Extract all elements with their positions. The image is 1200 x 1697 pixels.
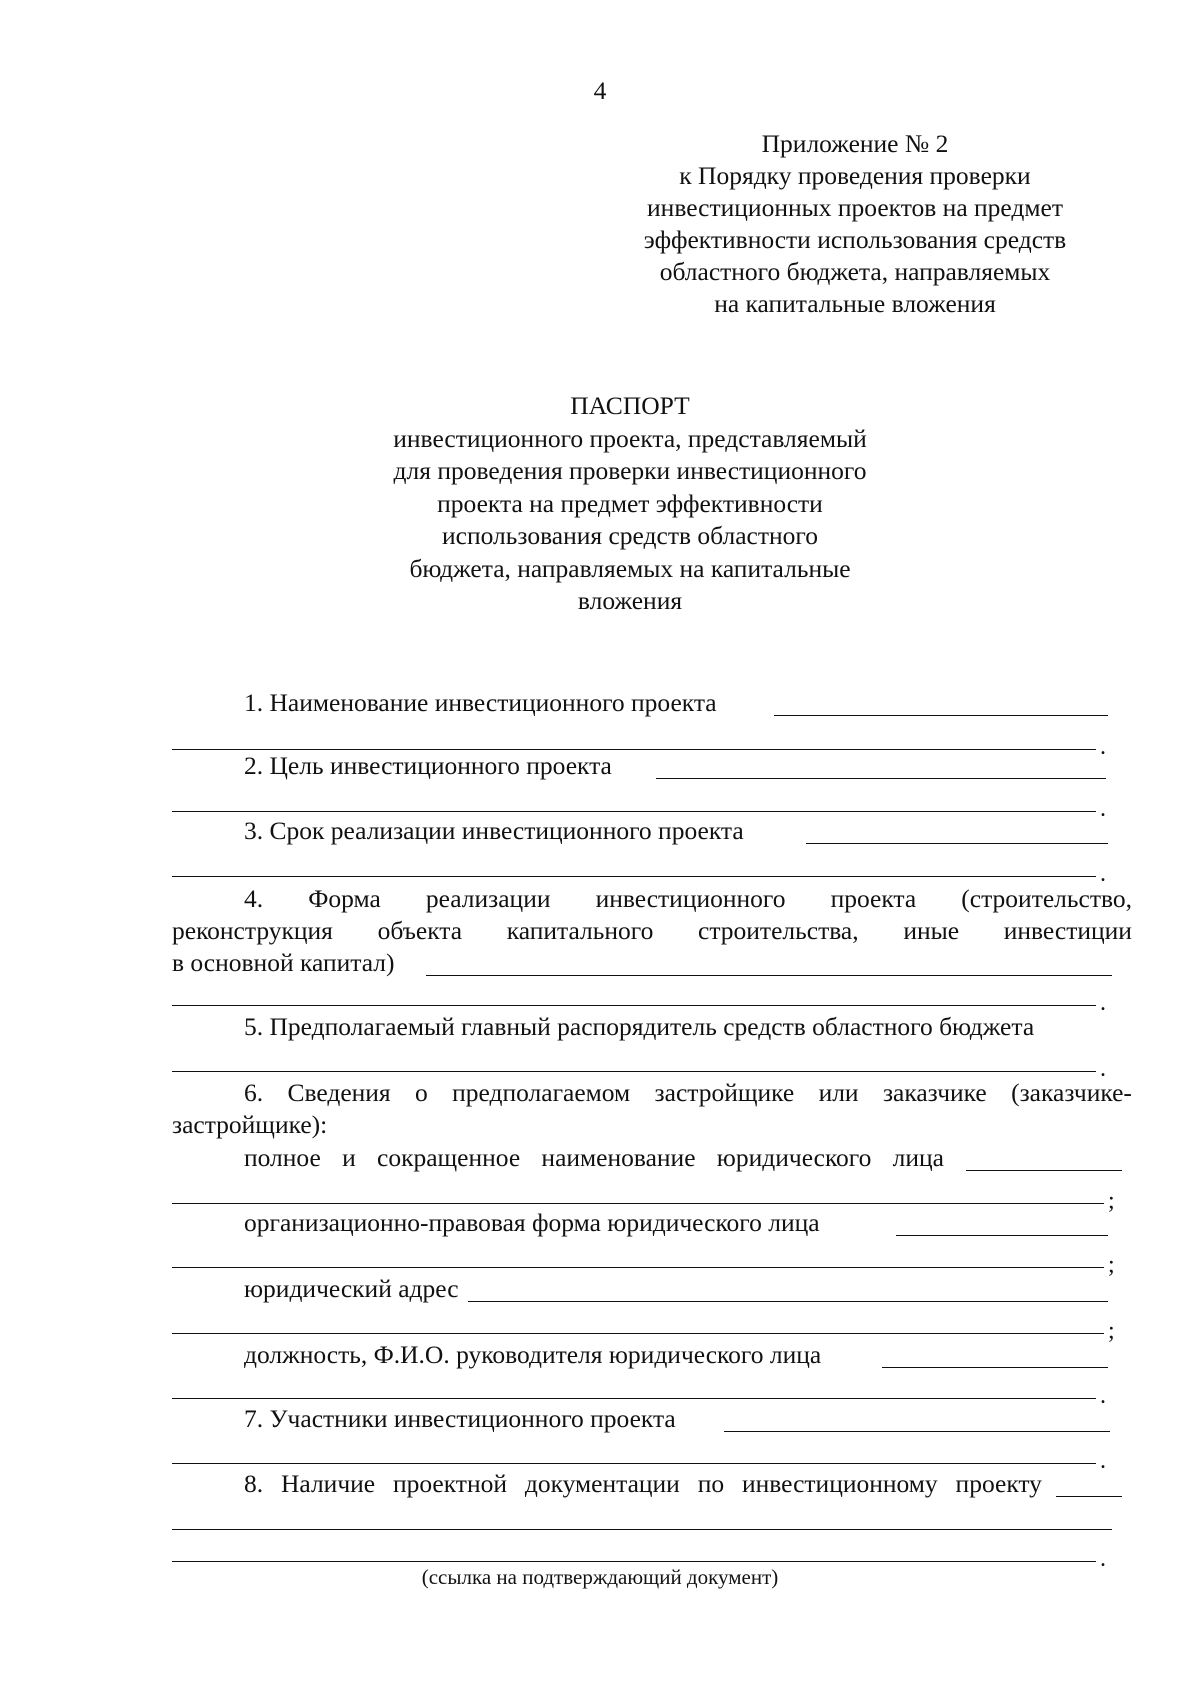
fill-line[interactable] [172,876,1096,877]
end-mark: . [1100,990,1106,1016]
field-project-documentation-line2 [172,1500,1132,1534]
fill-line[interactable] [774,715,1108,716]
fill-line[interactable] [172,1398,1096,1399]
title-line: для проведения проверки инвестиционного [393,456,867,485]
field-label: реконструкция объекта капитального строительства, иные инвестиции [172,916,1132,945]
fill-line[interactable] [172,1267,1104,1268]
end-mark: . [1100,861,1106,887]
fill-line[interactable] [468,1301,1108,1302]
field-budget-manager [172,1010,1132,1044]
field-label: 2. Цель инвестиционного проекта [244,751,612,780]
field-legal-address-continued [172,1304,1132,1344]
field-label: 3. Срок реализации инвестиционного проекта [244,816,744,845]
field-developer-info [172,1076,1132,1110]
fill-line[interactable] [656,778,1106,779]
field-project-name [172,686,1132,720]
title-line: вложения [577,586,683,615]
field-project-documentation [172,1467,1132,1501]
field-implementation-form [172,882,1132,916]
field-legal-form-continued [172,1238,1132,1278]
field-project-goal [172,749,1132,783]
footnote-caption: (ссылка на подтверждающий документ) [421,1565,779,1589]
field-budget-manager-continued [172,1042,1132,1082]
fill-line[interactable] [896,1235,1108,1236]
field-implementation-form-line2 [172,914,1132,948]
field-participants [172,1402,1132,1436]
title-line: инвестиционного проекта, представляемый [393,423,867,453]
field-label: юридический адрес [244,1274,459,1303]
field-label: полное и сокращенное наименование юридического лица [244,1143,944,1172]
fill-line[interactable] [1056,1496,1122,1497]
field-project-goal-continued [172,782,1132,822]
end-mark: ; [1108,1252,1115,1278]
field-legal-address [172,1272,1132,1306]
end-mark: ; [1108,1188,1115,1214]
end-mark: ; [1108,1318,1115,1344]
field-label: застройщике): [172,1110,328,1139]
fill-line[interactable] [882,1367,1108,1368]
field-label: 6. Сведения о предполагаемом застройщике или заказчике (заказчике- [244,1078,1132,1107]
field-legal-entity-name-continued [172,1174,1132,1214]
appendix-line: на капитальные вложения [714,289,996,318]
end-mark: . [1100,796,1106,822]
field-label: 8. Наличие проектной документации по инвестиционному проекту [244,1469,1042,1498]
field-project-documentation-line3 [172,1532,1132,1572]
field-label: 1. Наименование инвестиционного проекта [244,688,717,717]
appendix-line: инвестиционных проектов на предмет [647,193,1063,222]
appendix-line: областного бюджета, направляемых [659,257,1051,286]
fill-line[interactable] [172,1005,1096,1006]
end-mark: . [1100,1448,1106,1474]
title-line: использования средств областного [442,521,818,550]
field-implementation-form-continued [172,976,1132,1016]
field-project-term-continued [172,847,1132,887]
field-project-term [172,814,1132,848]
field-head-of-entity [172,1338,1132,1372]
end-mark: . [1100,1383,1106,1409]
field-head-of-entity-continued [172,1369,1132,1409]
end-mark: . [1100,734,1106,760]
appendix-line: эффективности использования средств [643,225,1067,254]
field-label: 4. Форма реализации инвестиционного проекта (строительство, [244,884,1132,913]
end-mark: . [1100,1056,1106,1082]
fill-line[interactable] [172,1071,1096,1072]
title-line: проекта на предмет эффективности [437,488,823,518]
field-participants-continued [172,1434,1132,1474]
fill-line[interactable] [172,1529,1112,1530]
field-label: в основной капитал) [172,948,395,977]
fill-line[interactable] [172,1561,1096,1562]
field-label: 7. Участники инвестиционного проекта [244,1404,676,1433]
field-label: должность, Ф.И.О. руководителя юридического лица [244,1340,822,1369]
document-title [350,390,910,618]
field-legal-entity-name [172,1141,1132,1175]
title-line: бюджета, направляемых на капитальные [409,553,851,583]
fill-line[interactable] [966,1170,1122,1171]
appendix-line: к Порядку проведения проверки [679,161,1031,190]
page-number: 4 [593,76,607,105]
field-developer-info-line2 [172,1108,1132,1142]
appendix-line: Приложение № 2 [761,129,949,158]
fill-line[interactable] [172,1463,1096,1464]
fill-line[interactable] [172,811,1096,812]
field-implementation-form-line3 [172,946,1132,980]
fill-line[interactable] [172,1203,1104,1204]
appendix-header [620,128,1090,320]
field-label: организационно-правовая форма юридического лица [244,1208,820,1237]
field-label: 5. Предполагаемый главный распорядитель средств областного бюджета [244,1012,1035,1041]
fill-line[interactable] [724,1431,1110,1432]
end-mark: . [1100,1546,1106,1572]
title-heading: ПАСПОРТ [570,391,690,420]
fill-line[interactable] [806,843,1108,844]
field-legal-form [172,1206,1132,1240]
fill-line[interactable] [172,1333,1104,1334]
